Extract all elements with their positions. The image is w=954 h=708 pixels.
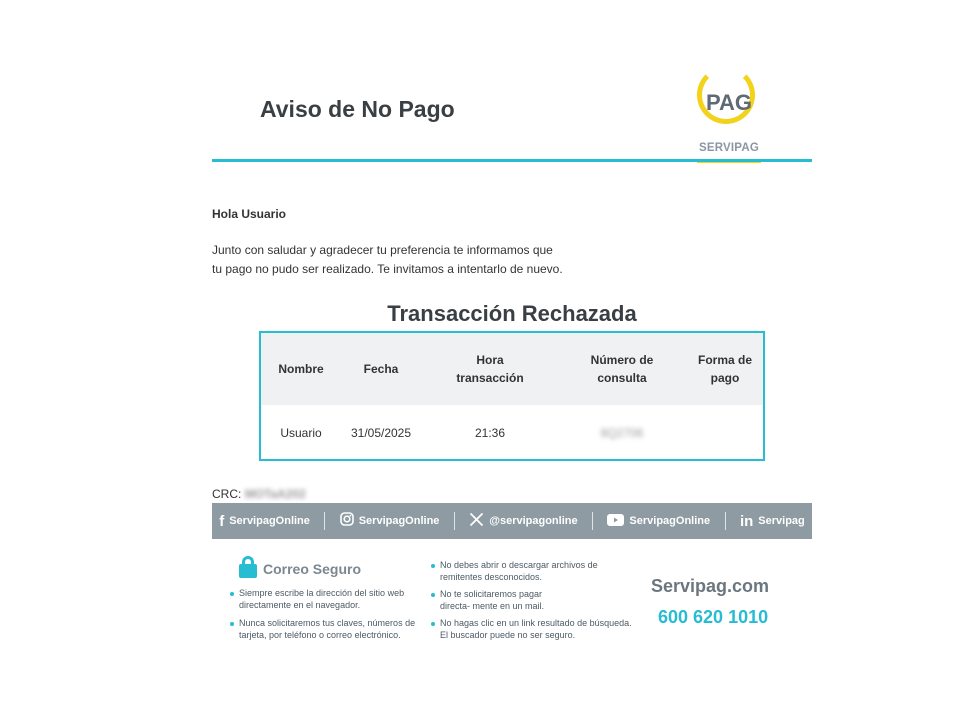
- transaction-title: Transacción Rechazada: [387, 301, 637, 326]
- site-link[interactable]: Servipag.com: [651, 576, 770, 596]
- security-tip: Nunca solicitaremos tus claves, números de tarjeta, por teléfono o correo electrónico.: [230, 618, 429, 641]
- message-line-2: tu pago no pudo ser realizado. Te invitamos a intentarlo de nuevo.: [212, 262, 563, 276]
- social-instagram[interactable]: [340, 512, 440, 530]
- greeting: Hola Usuario: [212, 207, 287, 221]
- cell-numero: 8Q2706: [600, 426, 644, 440]
- linkedin-label: Servipag: [758, 515, 805, 527]
- social-separator: [324, 512, 325, 530]
- crc-line: [212, 487, 306, 501]
- page-title: Aviso de No Pago: [260, 96, 455, 122]
- security-tip: No hagas clic en un link resultado de búsqueda. El buscador puede no ser seguro.: [431, 618, 640, 641]
- message-line-1: Junto con saludar y agradecer tu preferencia te informamos que: [212, 243, 553, 257]
- col-nombre: Nombre: [278, 362, 324, 376]
- message: [212, 241, 632, 279]
- header-divider: [212, 159, 812, 162]
- crc-label: CRC:: [212, 487, 242, 501]
- lock-icon: [239, 556, 257, 578]
- x-icon: [469, 512, 484, 531]
- social-separator: [592, 512, 593, 530]
- instagram-label: ServipagOnline: [358, 515, 440, 527]
- col-hora: Hora transacción: [456, 353, 524, 385]
- social-x[interactable]: [469, 512, 577, 531]
- security-tip: Siempre escribe la dirección del sitio web directamente en el navegador.: [230, 588, 409, 611]
- logo-text: PAG: [705, 90, 753, 115]
- security-tip: No te solicitaremos pagar directa- mente en un mail.: [431, 589, 570, 612]
- social-facebook[interactable]: [219, 513, 310, 530]
- social-bar: [212, 503, 812, 539]
- youtube-icon: [607, 513, 624, 530]
- facebook-label: ServipagOnline: [229, 515, 310, 527]
- col-numero: Número de consulta: [590, 353, 654, 385]
- cell-hora: 21:36: [474, 426, 506, 440]
- social-linkedin[interactable]: [740, 513, 805, 530]
- cell-forma-pago: [685, 405, 765, 461]
- crc-value: MOTaA202: [244, 487, 306, 501]
- security-tip: No debes abrir o descargar archivos de remitentes desconocidos.: [431, 560, 610, 583]
- youtube-label: ServipagOnline: [629, 515, 711, 527]
- transaction-table: [259, 331, 765, 461]
- col-fecha: Fecha: [363, 362, 399, 376]
- social-separator: [454, 512, 455, 530]
- linkedin-icon: in: [739, 512, 754, 530]
- secure-mail-title: Correo Seguro: [263, 561, 362, 577]
- cell-fecha: 31/05/2025: [350, 426, 412, 440]
- facebook-icon: f: [219, 512, 225, 530]
- social-separator: [725, 512, 726, 530]
- logo-name: SERVIPAG: [699, 142, 759, 154]
- cell-nombre: Usuario: [280, 426, 322, 440]
- social-youtube[interactable]: [607, 513, 710, 530]
- instagram-icon: [340, 512, 354, 530]
- x-label: @servipagonline: [489, 515, 578, 527]
- col-forma-pago: Forma de pago: [697, 353, 752, 385]
- phone-number[interactable]: 600 620 1010: [658, 607, 769, 627]
- servipag-logo: [695, 72, 763, 164]
